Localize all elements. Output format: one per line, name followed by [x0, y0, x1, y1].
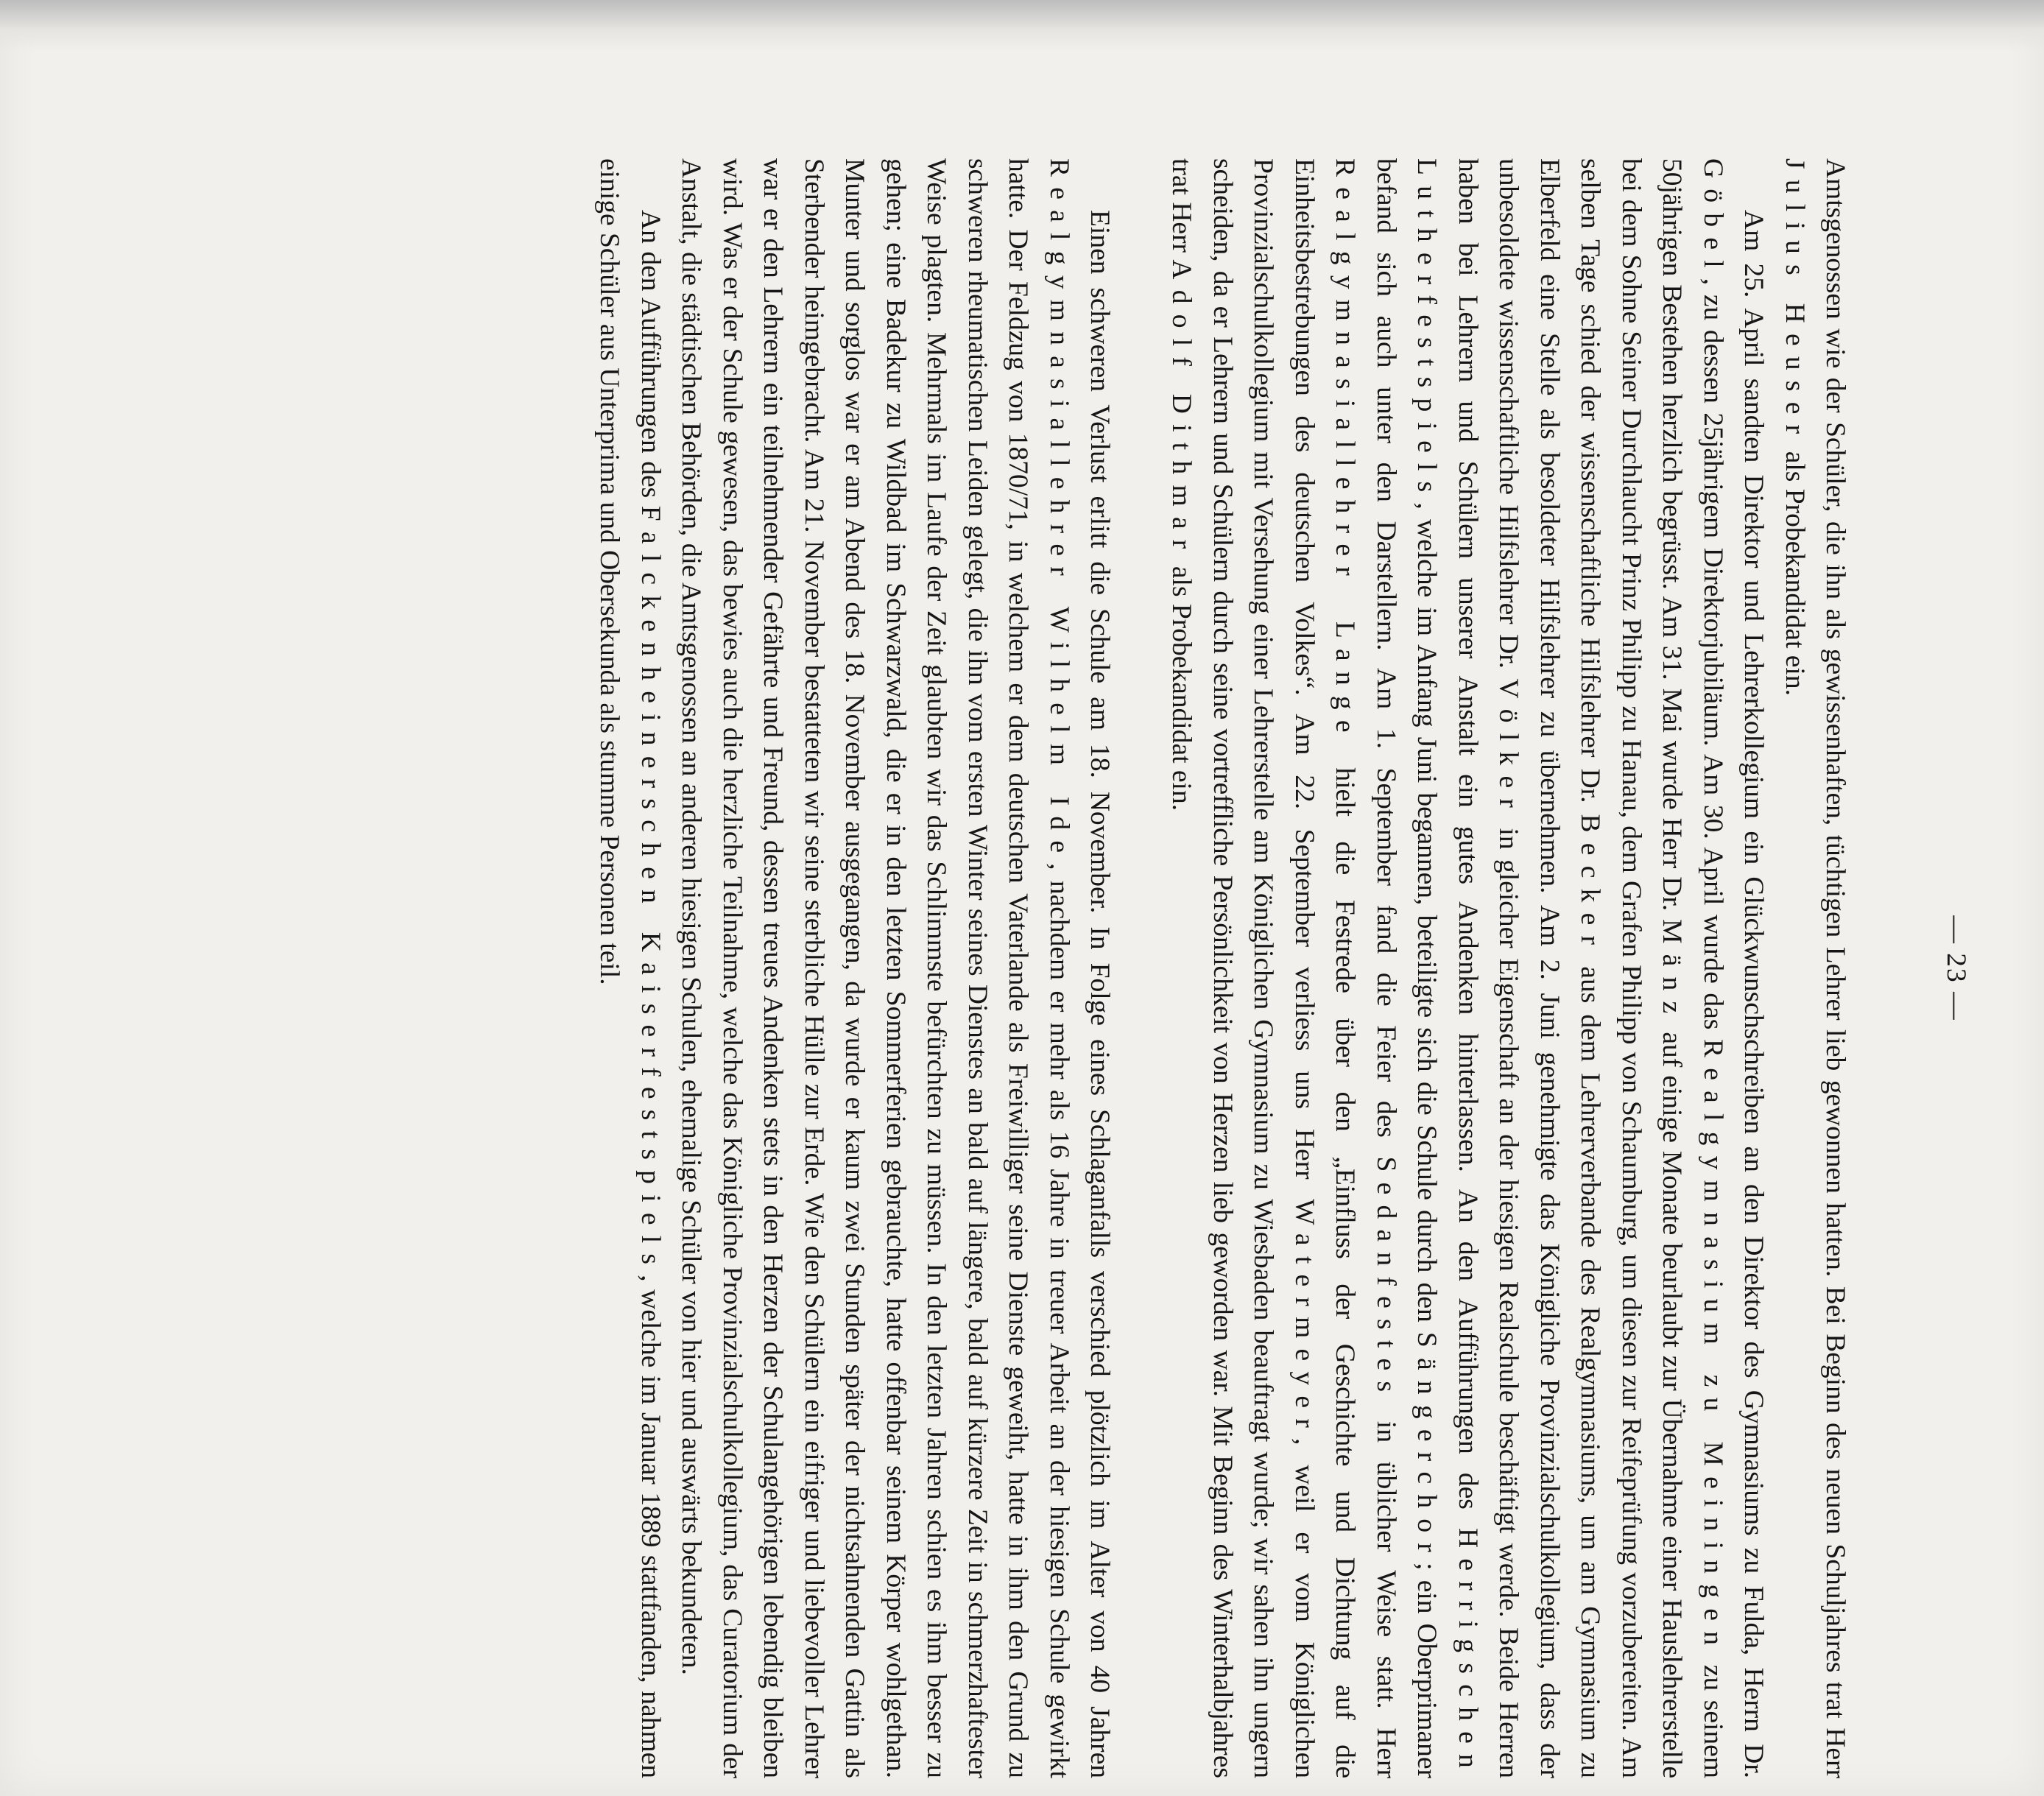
- text-run: , nachdem er mehr als 16 Jahre in treuer Arbeit an der hiesigen Schule gewirkt hatte. Der Feldzug von 1870/71, in welchem er dem deutschen Vaterlande als Freiwilliger seine Dienste geweiht, hatte in ihm den Grund zu schweren rheumatischen Leiden gelegt, die ihn vom ersten Winter seines Dienstes an bald auf längere, bald auf kürzere Zeit in schmerzhaftester Weise plagten. Mehrmals im Laufe der Zeit glaubten wir das Schlimmste befürchten zu müssen. In den letzten Jahren schien es ihm besser zu gehen; eine Badekur zu Wildbad im Schwarzwald, die er in den letzten Sommerferien gebrauchte, hatte offenbar seinem Körper wohlgethan. Munter und sorglos war er am Abend des 18. November ausgegangen, da wurde er kaum zwei Stunden später der nichtsahnenden Gattin als Sterbender heimgebracht. Am 21. November bestatteten wir seine sterbliche Hülle zur Erde. Wie den Schülern ein eifriger und liebevoller Lehrer war er den Lehrern ein teilnehmender Gefährte und Freund, dessen treues Andenken stets in den Herzen der Schulangehörigen lebendig bleiben wird. Was er der Schule gewesen, das bewies auch die herzliche Teilnahme, welche das Königliche Provinzialschulkollegium, das Curatorium der Anstalt, die städtischen Behörden, die Amtsgenossen an anderen hiesigen Schulen, ehemalige Schüler von hier und auswärts bekundeten.: [676, 158, 1074, 1778]
- text-run: zu seinem 50jährigen Bestehen herzlich begrüsst. Am 31. Mai wurde Herr Dr.: [1657, 158, 1728, 1779]
- spaced-emphasis: Realgymnasium zu Meiningen: [1698, 1038, 1728, 1656]
- spaced-emphasis: Realgymnasiallehrer Lange: [1330, 158, 1361, 743]
- spaced-emphasis: Adolf Dithmar: [1166, 259, 1197, 560]
- text-run: Am 25. April sandten Direktor und Lehrerkollegium ein Glückwunschschreiben an den Direktor des Gymnasiums zu Fulda, Herrn Dr.: [1738, 210, 1769, 1778]
- spaced-emphasis: Völker: [1493, 678, 1524, 819]
- spaced-emphasis: Realgymnasiallehrer Wilhelm Ide: [1044, 158, 1074, 864]
- text-run: An den Aufführungen des: [635, 210, 666, 506]
- spaced-emphasis: Herrigschen Lutherfestspiels: [1412, 158, 1483, 1778]
- body-text: [589, 158, 1856, 1778]
- paragraph: [589, 158, 671, 1778]
- text-run: ; ein Oberprimaner befand sich auch unter den Darstellern. Am 1. September fand die Feier des: [1371, 158, 1442, 1779]
- text-run: als Probekandidat ein.: [1166, 559, 1197, 811]
- text-run: Amtsgenossen wie der Schüler, die ihn als gewissenhaften, tüchtigen Lehrer lieb gewonnen hatten. Bei Beginn des neuen Schuljahres trat Herr: [1820, 158, 1851, 1778]
- text-run: Einen schweren Verlust erlitt die Schule am 18. November. In Folge eines Schlaganfalls verschied plötzlich im Alter von 40 Jahren: [1085, 210, 1116, 1778]
- spaced-emphasis: Göbel: [1698, 158, 1728, 278]
- text-run: , welche im Anfang Juni begannen, beteiligte sich die Schule durch den: [1412, 502, 1442, 1332]
- page-number: — 23 —: [1941, 915, 1971, 1021]
- spaced-emphasis: Sedanfestes: [1371, 1156, 1401, 1403]
- text-run: als Probekandidat ein.: [1780, 444, 1810, 696]
- text-run: , weil er vom Königlichen Provinzialschulkollegium mit Versehung einer Lehrerstelle am Königlichen Gymnasium zu Wiesbaden beauftragt wurde; wir sahen ihn ungern scheiden, da er Lehrern und Schülern durch seine vortreffliche Persönlichkeit von Herzen lieb geworden war. Mit Beginn des Winterhalbjahres trat Herr: [1166, 158, 1319, 1778]
- paragraph: [1161, 158, 1775, 1778]
- paragraph: [1775, 158, 1856, 1778]
- text-run: hielt die Festrede über den „Einfluss der Geschichte und Dichtung auf die Einheitsbestrebungen des deutschen Volkes“. Am 22. September verliess uns Herr: [1289, 158, 1361, 1778]
- text-run: in gleicher Eigenschaft an der hiesigen Realschule beschäftigt werde. Beide Herren haben bei Lehrern und Schülern unserer Anstalt ein gutes Andenken hinterlassen. An den Aufführungen des: [1453, 158, 1524, 1778]
- text-run: auf einige Monate beurlaubt zur Übernahme einer Hauslehrerstelle bei dem Sohne Seiner Durchlaucht Prinz Philipp zu Hanau, dem Grafen Philipp von Schaumburg, um diesen zur Reifeprüfung vorzubereiten. Am selben Tage schied der wissenschaftliche Hilfslehrer Dr.: [1575, 158, 1688, 1778]
- text-run: in üblicher Weise statt. Herr: [1371, 1402, 1401, 1778]
- spaced-emphasis: Watermeyer: [1289, 1199, 1319, 1439]
- text-run: aus dem Lehrerverbande des Realgymnasiums, um am Gymnasium zu Elberfeld eine Stelle als besoldeter Hilfslehrer zu übernehmen. Am 2. Juni genehmigte das Königliche Provinzialschulkollegium, dass der unbesoldete wissenschaftliche Hilfslehrer Dr.: [1493, 158, 1606, 1778]
- paragraph: [671, 158, 1121, 1778]
- spaced-emphasis: Julius Heuser: [1780, 158, 1810, 445]
- text-run: , zu dessen 25jährigem Direktorjubiläum. Am 30. April wurde das: [1698, 278, 1728, 1039]
- scan-edge-shadow: [0, 0, 2044, 52]
- rotated-text-block: [209, 158, 1976, 1778]
- spaced-emphasis: Mänz: [1657, 919, 1688, 1024]
- spaced-emphasis: Falckenheinerschen Kaiserfestspiels: [635, 505, 666, 1275]
- text-run: , welche im Januar 1889 stattfanden, nahmen einige Schüler aus Unterprima und Obersekunda als stumme Personen teil.: [594, 158, 666, 1779]
- spaced-emphasis: Sängerchor: [1412, 1331, 1442, 1563]
- spaced-emphasis: Becker: [1575, 814, 1606, 956]
